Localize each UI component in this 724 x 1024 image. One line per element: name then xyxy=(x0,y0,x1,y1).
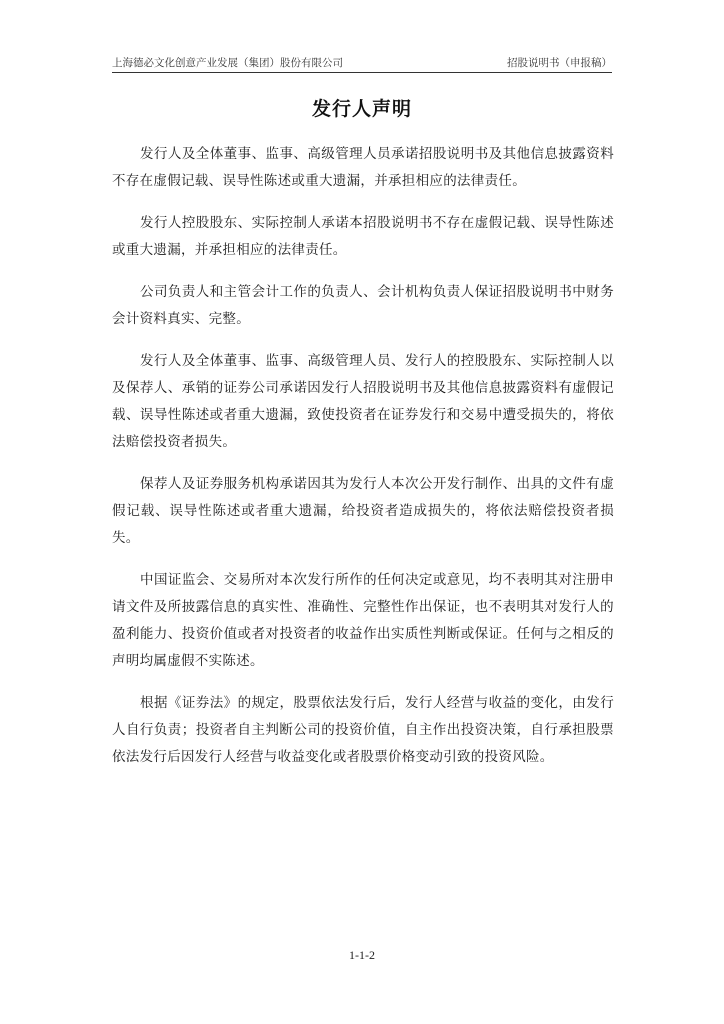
page-title: 发行人声明 xyxy=(311,98,412,120)
paragraph: 发行人及全体董事、监事、高级管理人员、发行人的控股股东、实际控制人以及保荐人、承销的证券公司承诺因发行人招股说明书及其他信息披露资料有虚假记载、误导性陈述或者重大遗漏，致使投资者在证券发行和交易中遭受损失的，将依法赔偿投资者损失。 xyxy=(112,353,614,450)
paragraph: 保荐人及证券服务机构承诺因其为发行人本次公开发行制作、出具的文件有虚假记载、误导性陈述或者重大遗漏，给投资者造成损失的，将依法赔偿投资者损失。 xyxy=(112,476,614,546)
declaration-body xyxy=(112,141,614,786)
header-document-type: 招股说明书（申报稿） xyxy=(507,57,612,69)
page-number: 1-1-2 xyxy=(349,948,375,962)
paragraph: 根据《证券法》的规定，股票依法发行后，发行人经营与收益的变化，由发行人自行负责；投资者自主判断公司的投资价值，自主作出投资决策，自行承担股票依法发行后因发行人经营与收益变化或者股票价格变动引致的投资风险。 xyxy=(112,695,614,765)
paragraph: 中国证监会、交易所对本次发行所作的任何决定或意见，均不表明其对注册申请文件及所披露信息的真实性、准确性、完整性作出保证，也不表明其对发行人的盈利能力、投资价值或者对投资者的收益作出实质性判断或保证。任何与之相反的声明均属虚假不实陈述。 xyxy=(112,572,614,669)
paragraph: 发行人控股股东、实际控制人承诺本招股说明书不存在虚假记载、误导性陈述或重大遗漏，并承担相应的法律责任。 xyxy=(112,215,614,258)
paragraph: 发行人及全体董事、监事、高级管理人员承诺招股说明书及其他信息披露资料不存在虚假记载、误导性陈述或重大遗漏，并承担相应的法律责任。 xyxy=(112,146,614,189)
paragraph: 公司负责人和主管会计工作的负责人、会计机构负责人保证招股说明书中财务会计资料真实、完整。 xyxy=(112,284,614,327)
header-company-name: 上海德必文化创意产业发展（集团）股份有限公司 xyxy=(112,57,343,69)
page-header xyxy=(112,52,612,73)
